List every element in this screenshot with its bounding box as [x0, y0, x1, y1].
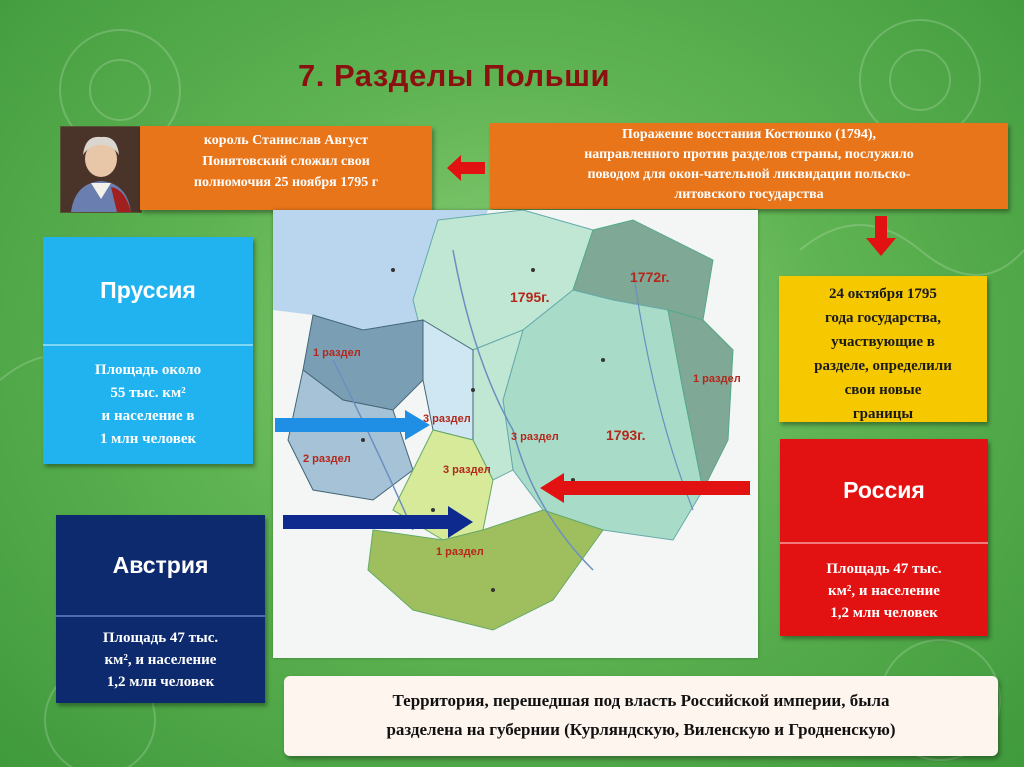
king-portrait: [60, 126, 142, 213]
russia-line-1: Площадь 47 тыс.: [826, 561, 942, 577]
october-line-5: свои новые: [844, 382, 922, 398]
austria-title: Австрия: [56, 515, 265, 615]
austria-arrow-icon: [283, 506, 473, 538]
label-russia-1: 1 раздел: [693, 373, 741, 385]
russia-title: Россия: [780, 439, 988, 542]
october-line-4: разделе, определили: [814, 358, 952, 374]
russia-line-2: км², и население: [828, 583, 940, 599]
label-1795: 1795г.: [510, 289, 550, 305]
october-line-2: года государства,: [824, 310, 942, 326]
label-austria-3: 3 раздел: [443, 464, 491, 476]
guberniya-note: [284, 676, 998, 756]
page-title: 7. Разделы Польши: [298, 58, 611, 93]
prussia-line-3: и население в: [101, 408, 195, 424]
austria-line-3: 1,2 млн человек: [106, 674, 215, 690]
label-prussia-3: 3 раздел: [423, 413, 471, 425]
label-austria-1: 1 раздел: [436, 546, 484, 558]
october-line-3: участвующие в: [831, 334, 935, 350]
russia-line-3: 1,2 млн человек: [830, 605, 938, 621]
note-line-1: Территория, перешедшая под власть Российской империи, была: [392, 691, 890, 710]
prussia-info: [43, 344, 253, 464]
russia-arrow-icon: [540, 473, 750, 503]
arrow-left-icon: [447, 153, 485, 183]
defeat-line-2: направленного против разделов страны, послужило: [584, 147, 914, 162]
prussia-arrow-icon: [275, 410, 430, 440]
prussia-title: Пруссия: [43, 237, 253, 344]
prussia-line-4: 1 млн человек: [99, 431, 197, 447]
austria-info: [56, 615, 265, 703]
label-russia-3: 3 раздел: [511, 431, 559, 443]
october-line-1: 24 октября 1795: [829, 286, 937, 302]
label-prussia-1: 1 раздел: [313, 347, 361, 359]
defeat-line-4: литовского государства: [674, 187, 824, 202]
arrow-down-icon: [866, 216, 896, 256]
label-1793: 1793г.: [606, 427, 646, 443]
prussia-line-1: Площадь около: [94, 362, 202, 378]
king-line-2: Понятовский сложил свои: [202, 154, 370, 169]
label-1772: 1772г.: [630, 269, 670, 285]
october-line-6: границы: [852, 406, 914, 422]
label-prussia-2: 2 раздел: [303, 453, 351, 465]
october-info-box: [779, 276, 987, 422]
prussia-line-2: 55 тыс. км²: [110, 385, 186, 401]
defeat-line-3: поводом для окон-чательной ликвидации польско-: [587, 167, 911, 182]
russia-info: [780, 542, 988, 636]
king-line-1: король Станислав Август: [203, 133, 369, 148]
defeat-info-box: [490, 123, 1008, 209]
king-line-3: полномочия 25 ноября 1795 г: [193, 175, 379, 190]
king-info-box: [140, 126, 432, 210]
note-line-2: разделена на губернии (Курляндскую, Виленскую и Гродненскую): [386, 720, 896, 739]
austria-line-2: км², и население: [104, 652, 217, 668]
defeat-line-1: Поражение восстания Костюшко (1794),: [621, 127, 877, 142]
austria-line-1: Площадь 47 тыс.: [102, 630, 219, 646]
